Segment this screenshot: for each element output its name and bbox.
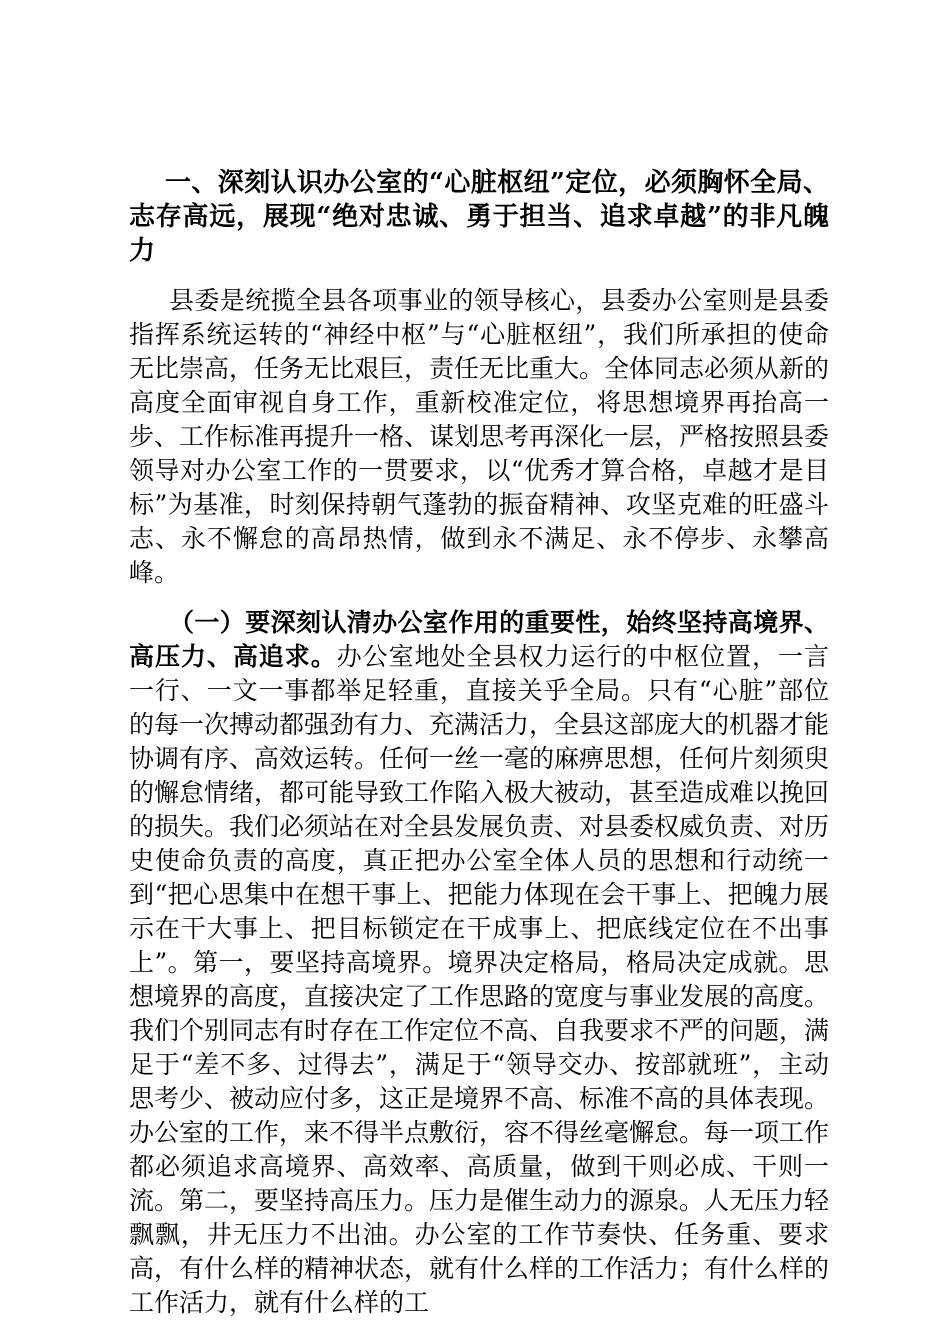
- subsection-heading: （一）要深刻认清办公室作用的重要性，始终坚持高境界、高压力、高追求。: [129, 608, 829, 671]
- section-heading: 一、深刻认识办公室的“心脏枢纽”定位，必须胸怀全局、志存高远，展现“绝对忠诚、勇于担当、追求卓越”的非凡魄力: [129, 168, 829, 266]
- document-page: [129, 166, 829, 1336]
- body-paragraph-1: 县委是统揽全县各项事业的领导核心，县委办公室则是县委指挥系统运转的“神经中枢”与“心脏枢纽”，我们所承担的使命无比崇高，任务无比艰巨，责任无比重大。全体同志必须从新的高度全面审视自身工作，重新校准定位，将思想境界再抬高一步、工作标准再提升一格、谋划思考再深化一层，严格按照县委领导对办公室工作的一贯要求，以“优秀才算合格，卓越才是目标”为基准，时刻保持朝气蓬勃的振奋精神、攻坚克难的旺盛斗志、永不懈怠的高昂热情，做到永不满足、永不停步、永攀高峰。: [129, 286, 830, 587]
- body-paragraph-2: [129, 606, 829, 1320]
- body-paragraph-2-text: 办公室地处全县权力运行的中枢位置，一言一行、一文一事都举足轻重，直接关乎全局。只有“心脏”部位的每一次搏动都强劲有力、充满活力，全县这部庞大的机器才能协调有序、高效运转。任何一丝一毫的麻痹思想，任何片刻须臾的懈怠情绪，都可能导致工作陷入极大被动，甚至造成难以挽回的损失。我们必须站在对全县发展负责、对县委权威负责、对历史使命负责的高度，真正把办公室全体人员的思想和行动统一到“把心思集中在想干事上、把能力体现在会干事上、把魄力展示在干大事上、把目标锁定在干成事上、把底线定位在不出事上”。第一，要坚持高境界。境界决定格局，格局决定成就。思想境界的高度，直接决定了工作思路的宽度与事业发展的高度。我们个别同志有时存在工作定位不高、自我要求不严的问题，满足于“差不多、过得去”，满足于“领导交办、按部就班”，主动思考少、被动应付多，这正是境界不高、标准不高的具体表现。办公室的工作，来不得半点敷衍，容不得丝毫懈怠。每一项工作都必须追求高境界、高效率、高质量，做到干则必成、干则一流。第二，要坚持高压力。压力是催生动力的源泉。人无压力轻飘飘，井无压力不出油。办公室的工作节奏快、任务重、要求高，有什么样的精神状态，就有什么样的工作活力；有什么样的工作活力，就有什么样的工: [129, 642, 830, 1317]
